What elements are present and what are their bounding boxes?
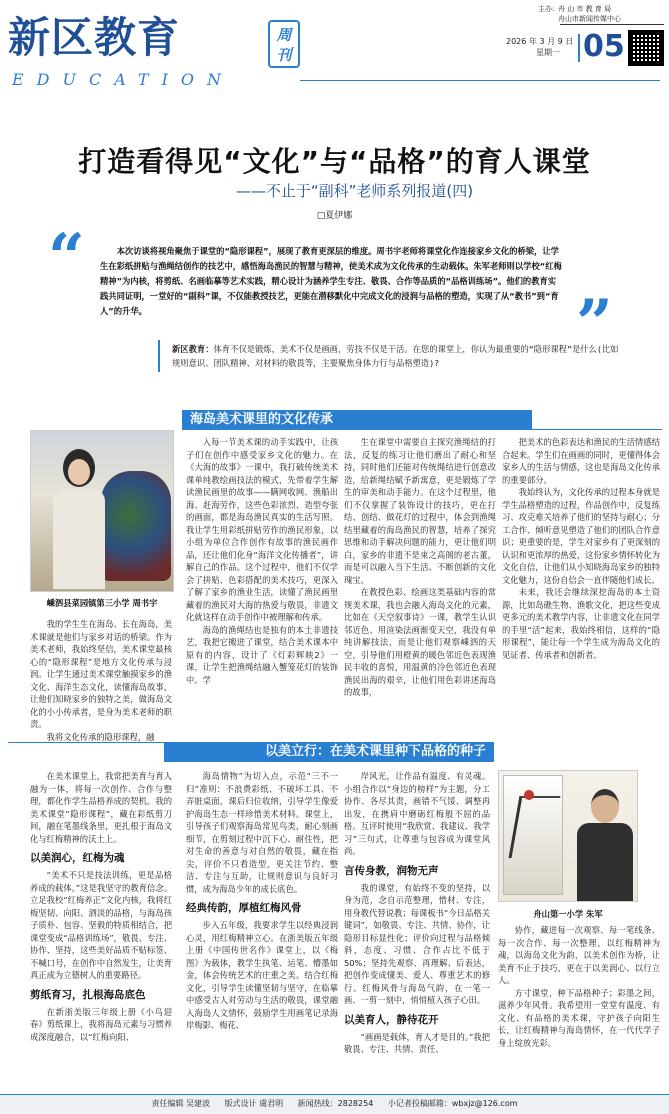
section2-column-4	[498, 924, 660, 1049]
lead-paragraph: 本次访谈将视角聚焦于课堂的“隐形课程”，展现了教育更深层的维度。周书宇老师将课堂化作连接家乡文化的桥梁，让学生在彩纸拼贴与渔绳结创作的技艺中，感悟海岛渔民的智慧与精神，使美术成为文化传承的生动载体。朱军老师则以学校“红梅精神”为内核，将剪纸、名画临摹等艺术实践，精心设计为涵养学生专注、敬畏、合作等品质的“品格训练场”。他们的教育实践共同证明，一堂好的“副科”课，不仅能教授技艺，更能在潜移默化中完成文化的浸润与品格的塑造，实现了从“教书”到“育人”的升华。	[100, 246, 562, 316]
sponsor-name-2: 舟山市新闻传媒中心	[558, 15, 621, 23]
footer-designer: 版式设计 虞君明	[224, 1099, 284, 1108]
section2-column-3	[344, 770, 490, 1056]
paragraph: “美术不只是技法训练，更是品格养成的载体。”这是我坚守的教育信念。立足我校“红梅养正”文化内核，我将红梅坚韧、向阳、洒淡的品格，与海岛孩子质朴、包容、坚毅的特质相结合，把课堂变成“品格训练场”，敬畏、专注、协作、坚持，这些美好品质不贴标签、不喊口号，在创作中自然发生，让美育真正成为立德树人的重要路径。	[30, 870, 172, 980]
section2-column-1	[30, 770, 172, 1043]
weekday-text: 星期一	[536, 48, 560, 57]
paragraph: 协作，藏进每一次观察、每一笔线条、每一次合作、每一次整理，以红梅精神为魂，以海岛文化为韵，以美术创作为桥，让美育不止于技巧，更在于以美润心、以行立人。	[498, 925, 660, 985]
subheading: 以美润心，红梅为魂	[30, 852, 125, 864]
paragraph: 方寸课堂，种下品格种子；彩墨之间，滋养少年风骨。我希望用一堂堂有温度、有文化、有品格的美术课，守护孩子向阳生长，让红梅精神与海岛情怀，在一代代学子身上绽放光彩。	[498, 987, 660, 1048]
page-number: 05	[583, 29, 625, 64]
paragraph: 未来，我还会继续深挖海岛的本土资源，比如岛礁生物、渔歌文化，把这些变成更多元的美术教学内容，让非遗文化在同学的手里“活”起来，我始终相信，这样的“隐形课程”，能让每一个学生成为海岛文化的见证者、传承者和创新者。	[502, 587, 660, 660]
paragraph: 海岛的渔绳结也是独有的本土非遗技艺，我把它搬进了课堂，结合美术课本中原有的内容，设计了《灯彩辉映2》一课，让学生把渔绳结融入蟹笼花灯的装饰中。学	[186, 624, 338, 685]
weekly-badge: 周刊	[268, 20, 300, 68]
subheading: 言传身教，润物无声	[344, 864, 439, 877]
artwork-figure	[101, 471, 171, 581]
byline: □夏伊娜	[316, 211, 353, 221]
newspaper-subtitle: EDUCATION	[12, 70, 235, 89]
paragraph: 我的学生生在海岛、长在海岛，美术课就是他们与家乡对话的桥梁。作为美术老师，我始终坚信，美术课堂最核心的“隐形课程”是地方文化传承与浸润。让学生通过美术课堂触摸家乡的渔文化、海洋生态文化，读懂海岛故事，让他们知晓家乡的独特之美，做海岛文化的小小传承者，是身为美术老师的职责。	[30, 619, 172, 729]
footer-email: 小记者投稿邮箱：wbxjz@126.com	[387, 1099, 518, 1108]
page-footer	[0, 1094, 669, 1114]
footer-hotline: 新闻热线：2828254	[297, 1099, 374, 1108]
teacher-figure	[53, 449, 105, 589]
open-quote-icon: “	[48, 220, 85, 295]
footer-editor: 责任编辑 吴建波	[151, 1099, 211, 1108]
close-quote-icon: ”	[576, 286, 613, 361]
sponsor-block	[538, 4, 621, 24]
interview-label: 新区教育：	[172, 344, 214, 354]
paragraph: 步入五年级，我要求学生以经典浸润心灵，用红梅精神立心。在浙美版五年级上册《中国传世名作》课堂上，以《梅图》为载体，教学生执笔、运笔、懵墨如金，体会传统艺术的庄重之美。结合红梅文化，引导学生读懂坚韧与坚守，在临摹中感受古人对劳动与生活的敬畏，课堂融入海岛人文情怀，鼓励学生用画笔记录海岸梅影、梅花、	[186, 920, 338, 1030]
section1-column-2	[186, 436, 338, 686]
newspaper-title: 新区教育	[8, 13, 181, 62]
teacher-figure	[577, 789, 633, 902]
section2-column-2	[186, 770, 338, 1032]
paragraph: 在美术课堂上，我常把美育与育人融为一体，将每一次创作、合作与整理，都化作学生品格养成的契机。我的美术课堂“隐形课程”，藏在彩纸剪刀间，融在笔墨线条里，更扎根于海岛文化与红梅精神的沃土上。	[30, 771, 172, 844]
issue-date	[506, 36, 573, 58]
article-title: 打造看得见“文化”与“品格”的育人课堂	[78, 145, 591, 178]
subheading: 剪纸育习，扎根海岛底色	[30, 988, 146, 1001]
paragraph: 入每一节美术课的动手实践中，让孩子们在创作中感受家乡文化的魅力。在《大海的故事》一课中，我打破传统美术课单纯教绘画技法的模式，先带着学生解读渔民画里的故事——瞒网收网、渔船出海、赶海劳作，这些色彩浓烈、造型夸张的画面，都是海岛渔民真实的生活写照。我让学生用彩纸拼贴劳作的渔民形象，以小组为单位合作创作有故事的渔民画作品，还让他们化身“海洋文化传播者”，讲解自己的作品。这个过程中，他们不仅学会了拼贴、色彩搭配的美术技巧，更深入了解了家乡的渔业生活，读懂了渔民画里藏着的渔民对大海的热爱与敬畏，非遗文化就这样在动手创作中被理解和传承。	[186, 437, 338, 622]
paragraph: 我的课堂，有始终不变的坚持，以身为范，念自示范整理，惜材、专注，用身教代替说教；每课板书“今日品格关键词”，如敬畏、专注、共情、协作，让隐形目标显性化；评价向过程与品格倾斜，态度、习惯、合作占比不低于50%；坚持先观察、再理解、后表达，把创作变成懂美、爱人、尊重艺术的修行。红梅风骨与海岛气韵，在一笔一画、一剪一刻中，悄悄植入孩子心田。	[344, 882, 490, 1005]
article-subtitle: ——不止于“副科”老师系列报道(四)	[235, 182, 474, 200]
section-rule	[8, 742, 164, 743]
section1-column-1	[30, 618, 172, 743]
page-bar	[578, 34, 580, 62]
masthead	[0, 0, 669, 89]
date-text: 2026 年 3 月 9 日	[506, 37, 574, 46]
photo-caption-zhou: 嵊泗县菜园镇第三小学 周书宇	[46, 598, 158, 608]
paragraph: 在新浙美版三年级上册《小鸟迎春》剪纸课上，我将海岛元素与习惯养成深度融合，以“红梅向阳、	[30, 1006, 172, 1042]
interview-question	[158, 340, 630, 372]
teacher-photo-zhou	[30, 430, 174, 592]
paragraph: 海岛情物”为切入点，示范“三不一归”准则：不浪费彩纸、不破坏工具、不弄脏桌面，课后归位收纳，引导学生像爱护海岛生态一样珍惜美术材料。课堂上，引导孩子们观察海岛常见鸟类，耐心刻画细节，在剪刻过程中沉下心、耐住性，把对生命的善意与对自然的敬畏，藏在指尖，评价不只看造型，更关注节约、整洁、专注与互助，让规则意识与良好习惯，成为海岛少年的成长底色。	[186, 771, 338, 894]
teacher-photo-zhu	[498, 770, 638, 902]
section1-column-3	[344, 436, 496, 699]
interview-question-text: 体育不仅是锻炼，美术不仅是画画，劳技不仅是干活。在您的课堂上，你认为最重要的“隐形课程”是什么(比如规则意识、团队精神、对材料的敬畏等，主要聚焦身体力行与品格塑造)?	[172, 344, 619, 368]
subheading: 以美育人，静待花开	[344, 1013, 439, 1026]
section-heading-culture: 海岛美术课里的文化传承	[182, 410, 532, 430]
subheading: 经典传韵，厚植红梅风骨	[186, 902, 302, 914]
section1-column-4	[502, 436, 660, 661]
paragraph: 生在课堂中需要自主探究渔绳结的打法，反复的练习让他们磨出了耐心和坚持，同时他们还能对传统绳结进行创意改造，给新绳结赋予新寓意，更是锻炼了学生的审美和动手能力。在这个过程里，他们不仅掌握了装饰设计的技巧，更在打结、创结、做花灯的过程中，体会到渔绳结里藏着的海岛渔民的智慧，培养了探究思维和动手解决问题的能力，更让他们明白，家乡的非遗不是束之高阁的老古董，而是可以融入当下生活、不断创新的文化瑰宝。	[344, 437, 496, 585]
qr-code-icon	[628, 30, 664, 66]
photo-caption-zhu: 舟山第一小学 朱军	[533, 909, 603, 919]
paragraph: 在教授色彩、绘画这类基础内容的常规美术课，我也会融入海岛文化的元素，比如在《天空叙事诗》一课，教学生认识邻近色、用渲染法画渐变天空，我没有单纯讲解技法，而是让他们观察嵊泗的天空，引导他们用橙黄的暖色邻近色表现渔民丰收的喜悦，用温黄的冷色邻近色表现渔民出海的艰辛，让他们用色彩讲述海岛的故事，	[344, 587, 496, 697]
sponsor-rule	[560, 24, 664, 25]
section-rule	[532, 429, 662, 430]
ink-painting-figure	[503, 775, 563, 895]
masthead-rule	[300, 80, 660, 81]
paragraph: 我始终认为，文化传承的过程本身就是学生品格塑造的过程，作品创作中，反复练习、攻克难关培养了他们的坚持与耐心；分工合作、倾听意见塑造了他们的团队合作意识；更重要的是，学生对家乡有了更深刻的认识和更浓厚的热爱，这份家乡情怀转化为文化自信，让他们从小知晓海岛家乡的独特文化魅力，这份自信会一直伴随他们成长。	[502, 487, 660, 585]
paragraph: 我将文化传承的隐形课程，融	[46, 731, 155, 742]
paragraph: 岸风光，让作品有温度、有灵魂。小组合作以“身边的榜样”为主题，分工协作、各尽其责，画错不气馁、调整再出发，在携肩中磨砺红梅般不屈的品格。互评时使用“我欣赏、我建议、我学习”三句式，让尊重与包容成为课堂风尚。	[344, 771, 490, 856]
paragraph: “画画是载体，育人才是目的。”我把敬畏、专注、共情、责任、	[344, 1031, 490, 1054]
section-heading-character: 以美立行：在美术课里种下品格的种子	[164, 742, 494, 762]
sponsor-name-1: 舟 山 市 教 育 局	[558, 5, 612, 13]
paragraph: 把美术的色彩表达和渔民的生活情感结合起来。学生们在画画的同时，更懂得体会家乡人的生活与情感，这也是海岛文化传承的重要部分。	[502, 437, 660, 485]
sponsor-label: 主办:	[538, 5, 555, 13]
